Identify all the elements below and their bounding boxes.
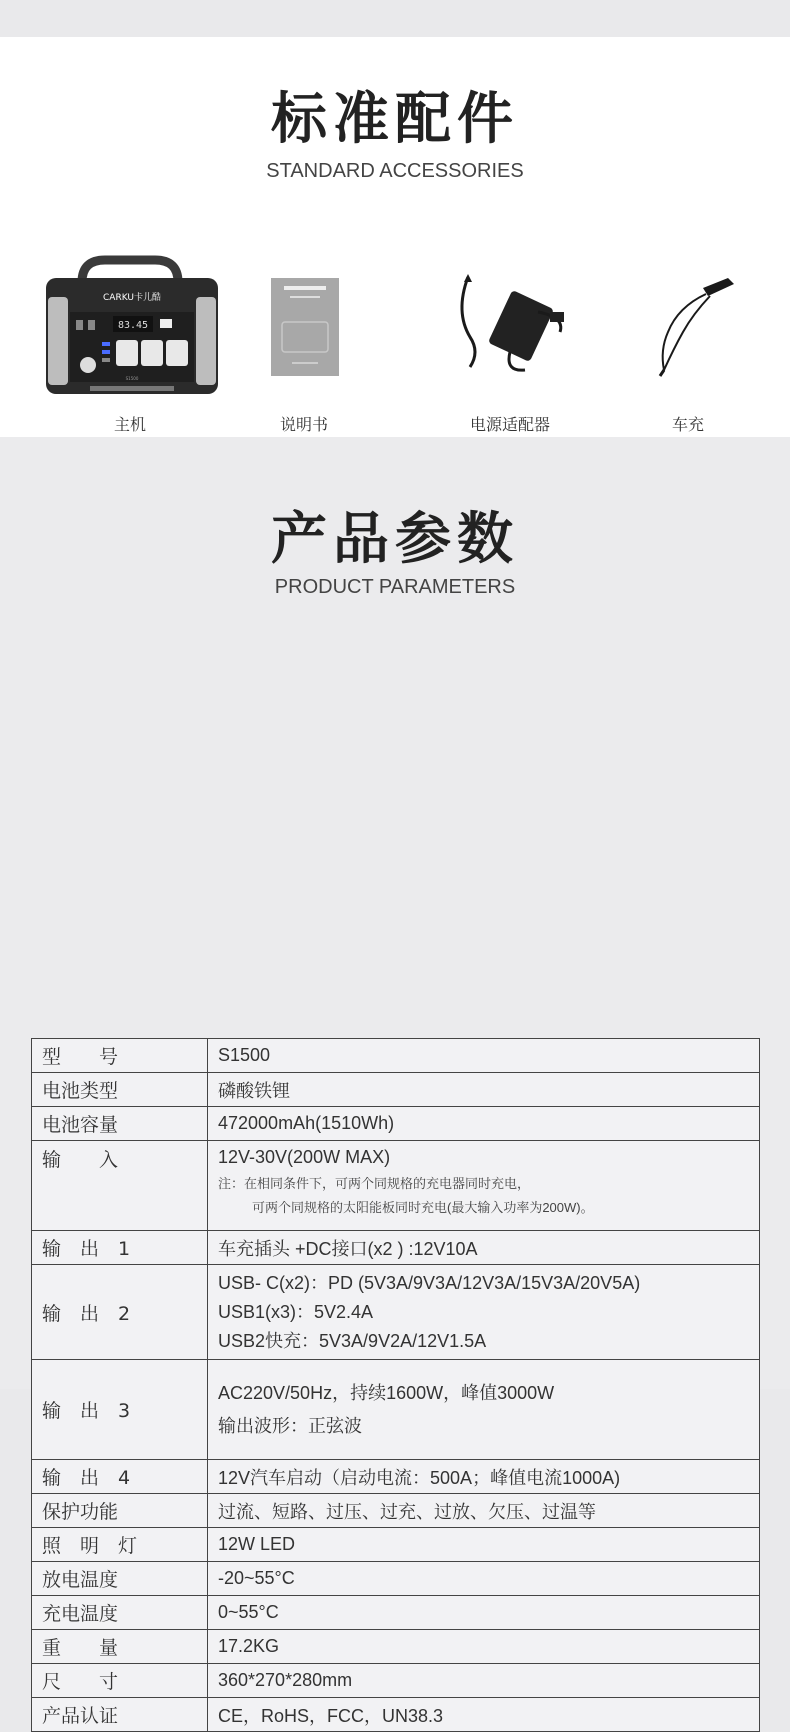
accessories-title: 标准配件 [271,87,519,152]
table-row [32,1073,760,1107]
param-key: 输 入 [32,1141,208,1231]
table-row [32,1141,760,1231]
param-value: 过流、短路、过压、过充、过放、欠压、过温等 [208,1494,760,1528]
device-model: S1500 [125,376,139,381]
accessories-section [0,37,790,437]
param-value: AC220V/50Hz，持续1600W，峰值3000W [218,1382,555,1403]
table-row [32,1494,760,1528]
parameters-section [0,437,790,1727]
accessory-label: 主机 [113,415,146,434]
param-value: 12W LED [208,1528,760,1562]
table-row [32,1231,760,1265]
param-key: 电池类型 [32,1073,208,1107]
param-key: 输 出 1 [32,1231,208,1265]
param-key: 输 出 3 [32,1360,208,1460]
param-value: USB2快充：5V3A/9V2A/12V1.5A [218,1330,487,1351]
param-value: USB1(x3)：5V2.4A [218,1301,374,1322]
table-row [32,1664,760,1698]
accessory-manual [204,252,404,442]
manual-icon [204,252,404,397]
table-row [32,1039,760,1073]
param-value: 车充插头 +DC接口(x2 ) :12V10A [208,1231,760,1265]
table-row [32,1460,760,1494]
car-charger-icon [588,252,788,397]
param-note: 可两个同规格的太阳能板同时充电(最大输入功率为200W)。 [252,1200,594,1215]
param-key: 产品认证 [32,1698,208,1732]
table-row [32,1596,760,1630]
accessory-label: 车充 [671,415,704,434]
param-key: 输 出 2 [32,1265,208,1360]
table-row [32,1698,760,1732]
param-value: 17.2KG [208,1630,760,1664]
param-value: 472000mAh(1510Wh) [208,1107,760,1141]
param-value: 磷酸铁锂 [208,1073,760,1107]
table-row [32,1630,760,1664]
param-key: 放电温度 [32,1562,208,1596]
parameters-table [31,1038,760,1732]
accessory-car-charger [588,252,788,442]
param-value: -20~55°C [208,1562,760,1596]
parameters-subtitle: PRODUCT PARAMETERS [274,576,516,598]
param-value: CE，RoHS，FCC，UN38.3 [208,1698,760,1732]
power-station-icon [30,252,230,397]
accessories-subtitle: STANDARD ACCESSORIES [266,160,524,182]
top-band [0,0,790,37]
param-key: 照 明 灯 [32,1528,208,1562]
param-key: 尺 寸 [32,1664,208,1698]
param-key: 电池容量 [32,1107,208,1141]
param-key: 保护功能 [32,1494,208,1528]
param-value-cell [208,1141,760,1231]
param-value: 输出波形：正弦波 [218,1415,362,1436]
device-display: 83.45 [117,320,149,331]
param-note: 注：在相同条件下，可两个同规格的充电器同时充电， [218,1176,531,1191]
param-key: 输 出 4 [32,1460,208,1494]
table-row [32,1107,760,1141]
param-key: 型 号 [32,1039,208,1073]
table-row [32,1528,760,1562]
table-row [32,1265,760,1360]
param-key: 重 量 [32,1630,208,1664]
table-row [32,1360,760,1460]
param-value: 12V-30V(200W MAX) [218,1147,391,1167]
param-value-cell [208,1265,760,1360]
param-value: USB- C(x2)：PD (5V3A/9V3A/12V3A/15V3A/20V5A) [218,1272,641,1293]
accessory-power-adapter [410,252,610,442]
param-value: S1500 [208,1039,760,1073]
param-value: 12V汽车启动（启动电流：500A；峰值电流1000A) [208,1460,760,1494]
accessory-main-unit [30,252,230,442]
param-value: 360*270*280mm [208,1664,760,1698]
param-value-cell [208,1360,760,1460]
param-key: 充电温度 [32,1596,208,1630]
accessory-label: 电源适配器 [469,415,550,434]
param-value: 0~55°C [208,1596,760,1630]
power-adapter-icon [410,252,610,397]
table-row [32,1562,760,1596]
device-brand: CARKU卡儿酷 [103,293,161,303]
accessory-label: 说明书 [279,415,328,434]
parameters-title: 产品参数 [271,507,519,572]
